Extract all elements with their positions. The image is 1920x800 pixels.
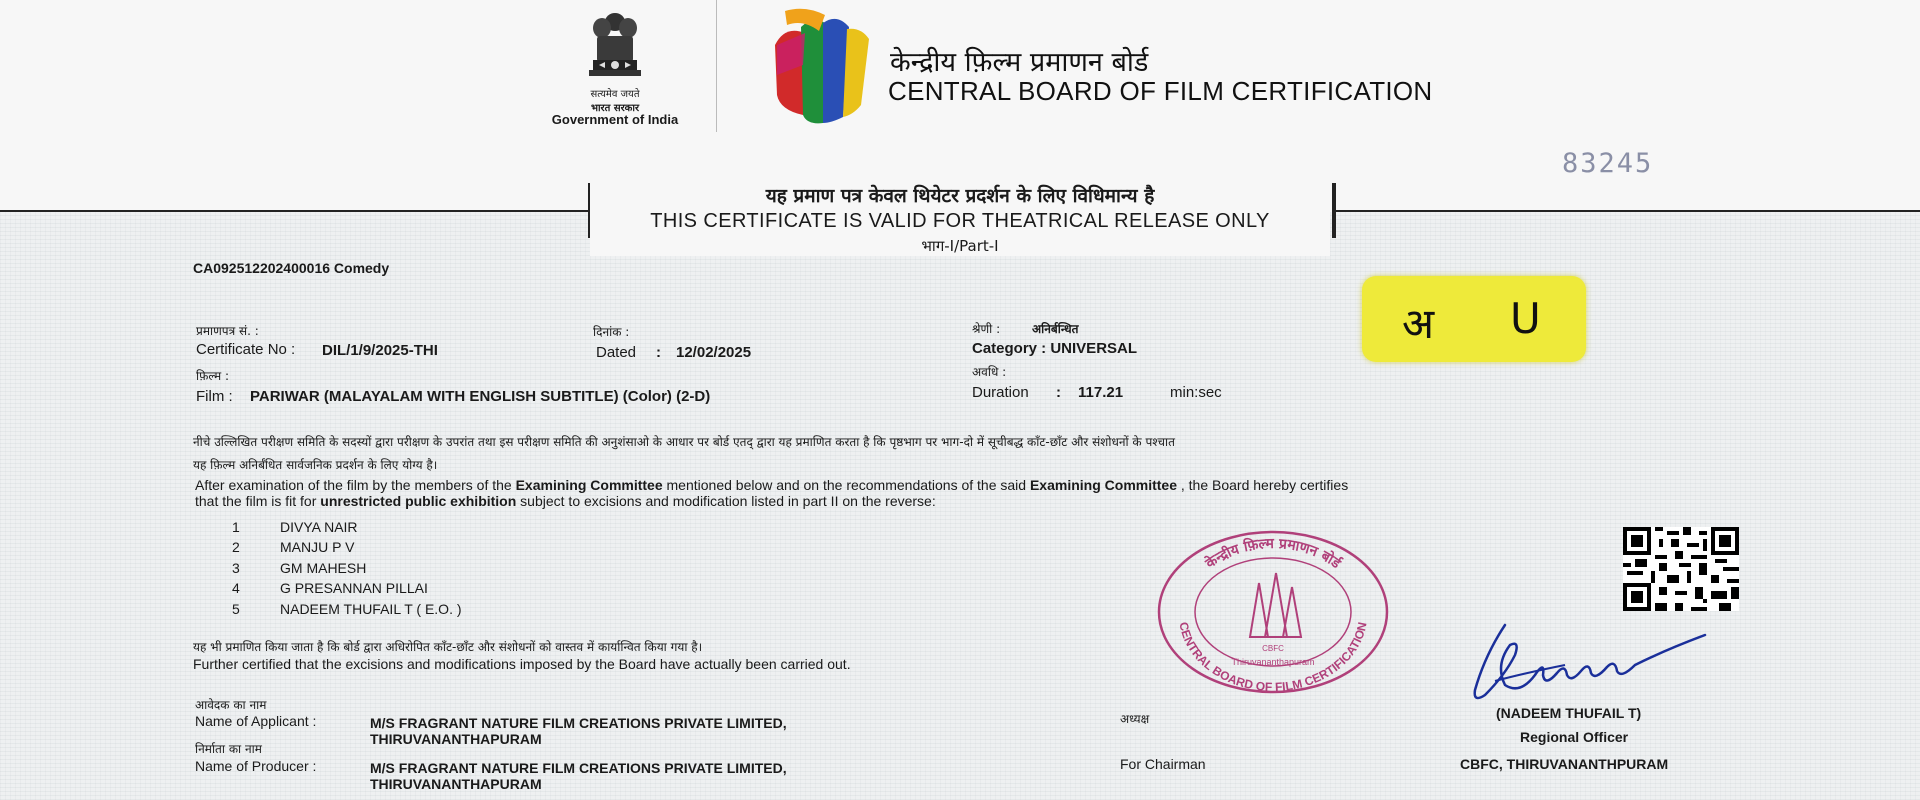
- officer-office: CBFC, THIRUVANANTHPURAM: [1460, 756, 1669, 772]
- signature-icon: [1465, 615, 1725, 715]
- text-bold: Examining Committee: [515, 477, 663, 493]
- certification-hindi-line2: यह फ़िल्म अनिर्बंधित सार्वजनिक प्रदर्शन के लिए योग्य है।: [193, 458, 438, 472]
- text-segment: , the Board hereby certifies: [1177, 477, 1349, 493]
- committee-no: 4: [232, 580, 240, 596]
- officer-name: (NADEEM THUFAIL T): [1496, 705, 1642, 721]
- applicant-label-hindi: आवेदक का नाम: [195, 698, 267, 712]
- duration-colon: :: [1056, 384, 1061, 401]
- header-separator: [716, 0, 717, 132]
- applicant-name-line2: THIRUVANANTHAPURAM: [370, 731, 542, 747]
- for-chairman: For Chairman: [1120, 756, 1206, 772]
- text-segment: mentioned below and on the recommendations of the said: [662, 477, 1030, 493]
- committee-no: 5: [232, 601, 240, 617]
- validity-bracket-right: [1332, 183, 1336, 238]
- category-value-hindi: अनिर्बन्धित: [1032, 322, 1079, 336]
- header-rule-left: [0, 210, 592, 212]
- producer-name-line2: THIRUVANANTHAPURAM: [370, 776, 542, 792]
- certificate-no: DIL/1/9/2025-THI: [322, 342, 438, 359]
- text-segment: After examination of the film by the members of the: [195, 477, 516, 493]
- committee-no: 3: [232, 560, 240, 576]
- government-english: Government of India: [551, 112, 679, 127]
- certification-english-line2: [195, 493, 936, 509]
- duration-unit: min:sec: [1170, 384, 1222, 401]
- duration-label: Duration: [972, 384, 1029, 401]
- rating-english: U: [1510, 294, 1541, 343]
- seal-outer-bottom-text: CENTRAL BOARD OF FILM CERTIFICATION: [1176, 620, 1370, 695]
- producer-label-hindi: निर्माता का नाम: [195, 742, 262, 756]
- text-segment: that the film is fit for: [195, 493, 321, 509]
- date-label: Dated: [596, 344, 637, 361]
- header-rule-right: [1334, 210, 1920, 212]
- validity-hindi: यह प्रमाण पत्र केवल थियेटर प्रदर्शन के लिए विधिमान्य है: [765, 185, 1155, 207]
- film-label-hindi: फ़िल्म :: [196, 369, 230, 383]
- qr-code-icon: [1623, 527, 1739, 611]
- film-label: Film :: [196, 388, 233, 405]
- board-name-hindi: केन्द्रीय फ़िल्म प्रमाणन बोर्ड: [890, 47, 1149, 78]
- text-segment: subject to excisions and modification listed in part II on the reverse:: [516, 493, 936, 509]
- certificate-no-label: Certificate No :: [196, 341, 296, 358]
- validity-notice: [590, 180, 1330, 256]
- record-id: CA092512202400016 Comedy: [193, 260, 390, 276]
- part-label: भाग-I/Part-I: [921, 237, 999, 255]
- government-hindi: भारत सरकार: [590, 103, 640, 114]
- seal-outer-top-text: केन्द्रीय फ़िल्म प्रमाणन बोर्ड: [1202, 535, 1344, 572]
- producer-label: Name of Producer :: [195, 758, 317, 774]
- duration-label-hindi: अवधि :: [972, 365, 1007, 379]
- validity-english: THIS CERTIFICATE IS VALID FOR THEATRICAL RELEASE ONLY: [650, 210, 1270, 232]
- serial-number: 83245: [1562, 148, 1654, 179]
- certification-hindi-line1: नीचे उल्लिखित परीक्षण समिति के सदस्यों द्वारा परीक्षण के उपरांत तथा इस परीक्षण समिति की अनुशंसाओ के आधार पर बोर्ड एतद् द्वारा यह प्रमाणित करता है कि पृष्ठभाग पर भाग-दो में सूचीबद्ध काँट-छाँट और संशोधनों के पश्चात: [193, 435, 1175, 449]
- national-emblem-icon: [575, 8, 655, 88]
- applicant-label: Name of Applicant :: [195, 713, 317, 729]
- committee-member: NADEEM THUFAIL T ( E.O. ): [280, 601, 462, 617]
- duration-value: 117.21: [1078, 384, 1124, 401]
- board-name-english: CENTRAL BOARD OF FILM CERTIFICATION: [888, 76, 1433, 106]
- producer-name-line1: M/S FRAGRANT NATURE FILM CREATIONS PRIVATE LIMITED,: [370, 760, 787, 776]
- officer-title: Regional Officer: [1520, 729, 1629, 745]
- film-title: PARIWAR (MALAYALAM WITH ENGLISH SUBTITLE) (Color) (2-D): [250, 388, 711, 405]
- date-value: 12/02/2025: [676, 344, 752, 361]
- rating-hindi: अ: [1402, 299, 1435, 348]
- text-bold: unrestricted public exhibition: [320, 493, 517, 509]
- category-label-hindi: श्रेणी :: [972, 322, 1001, 336]
- emblem-motto: सत्यमेव जयते: [590, 89, 640, 100]
- rating-badge: [1362, 276, 1586, 362]
- committee-member: G PRESANNAN PILLAI: [280, 580, 428, 596]
- text-bold: Examining Committee: [1029, 477, 1177, 493]
- date-colon: :: [656, 344, 661, 361]
- further-certified-hindi: यह भी प्रमाणित किया जाता है कि बोर्ड द्वारा अधिरोपित काँट-छाँट और संशोधनों को वास्तव में कार्यान्वित किया गया है।: [193, 640, 703, 654]
- category: Category : UNIVERSAL: [972, 340, 1138, 357]
- certification-english-line1: [195, 477, 1348, 493]
- committee-no: 1: [232, 519, 240, 535]
- committee-member: DIVYA NAIR: [280, 519, 358, 535]
- cbfc-seal-stamp: [1155, 525, 1391, 695]
- certificate-no-label-hindi: प्रमाणपत्र सं. :: [196, 324, 259, 338]
- date-label-hindi: दिनांक :: [593, 325, 630, 339]
- applicant-name-line1: M/S FRAGRANT NATURE FILM CREATIONS PRIVATE LIMITED,: [370, 715, 787, 731]
- further-certified-english: Further certified that the excisions and modifications imposed by the Board have actually been carried out.: [193, 656, 851, 672]
- seal-center-text: CBFC: [1262, 644, 1284, 653]
- committee-member: MANJU P V: [280, 539, 355, 555]
- cbfc-logo-icon: [765, 5, 875, 125]
- committee-no: 2: [232, 539, 240, 555]
- seal-inner-text: Thiruvananthapuram: [1231, 657, 1315, 667]
- chairman-hindi: अध्यक्ष: [1120, 712, 1150, 726]
- committee-member: GM MAHESH: [280, 560, 367, 576]
